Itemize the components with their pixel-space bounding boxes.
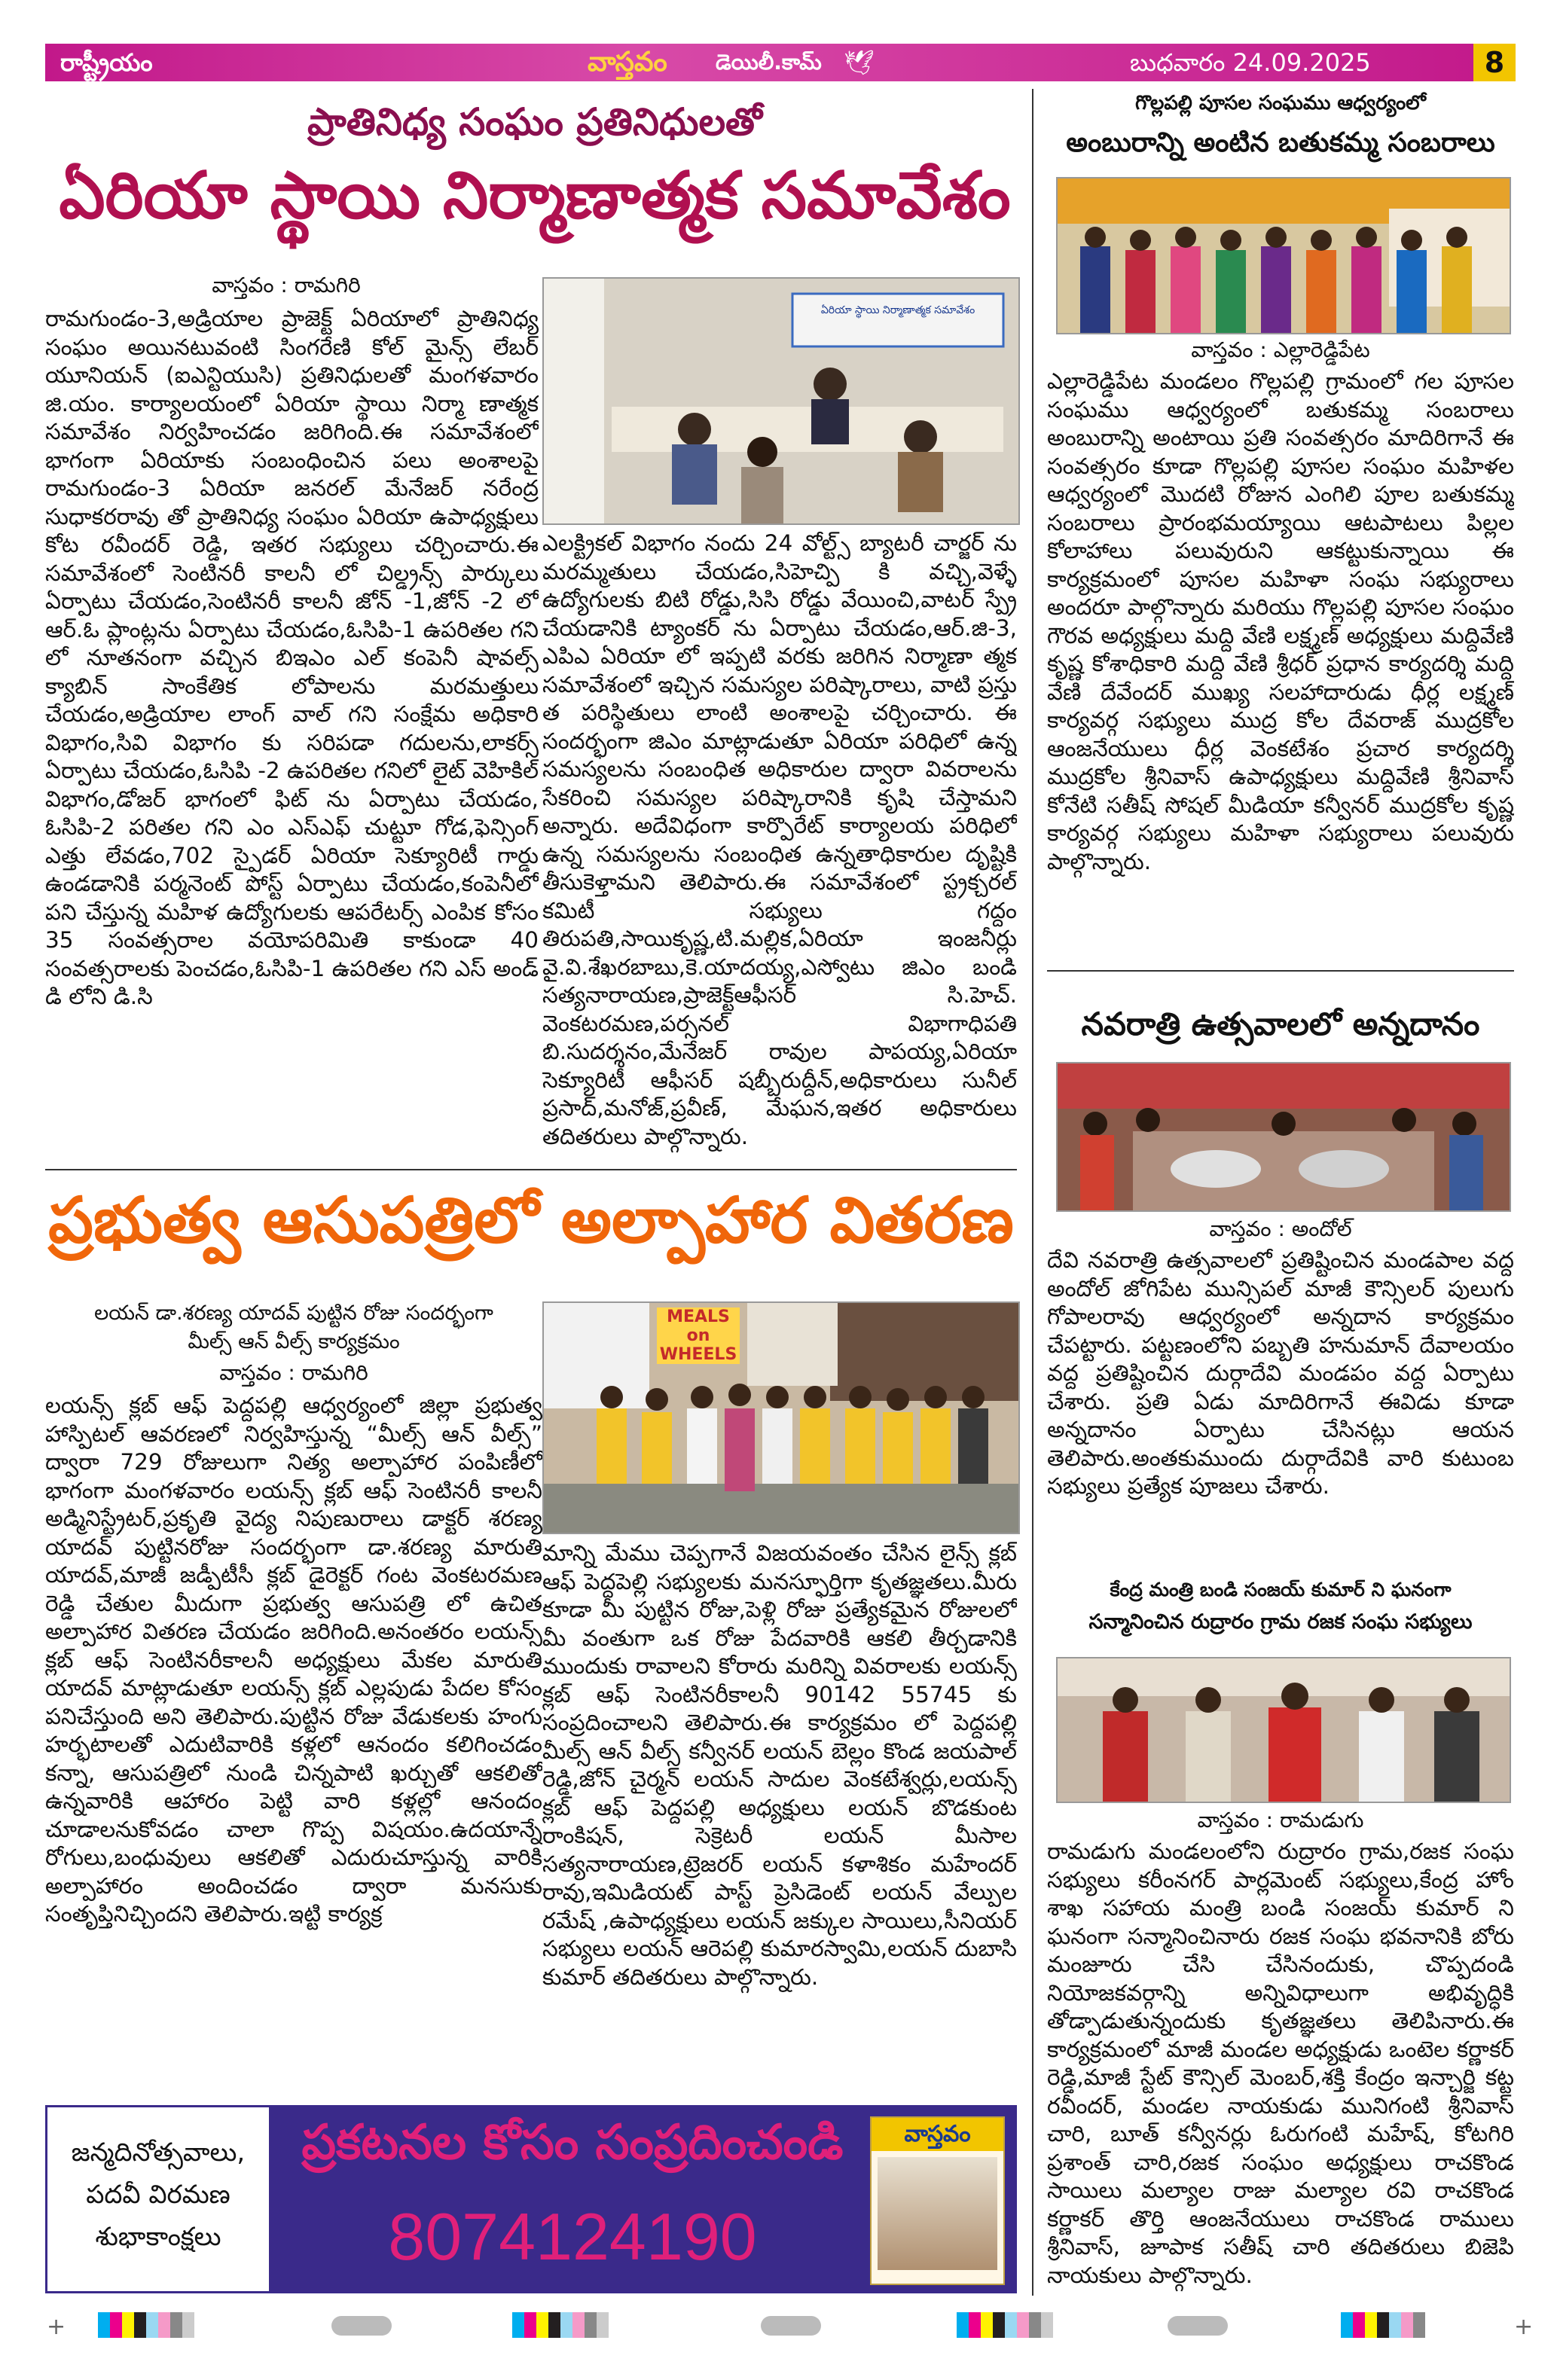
story2-column-2 <box>542 1539 1017 2097</box>
story1-photo <box>542 277 1020 525</box>
story3-dateline: వాస్తవం : ఎల్లారెడ్డిపేట <box>1191 337 1370 362</box>
registration-oval <box>1168 2316 1228 2336</box>
page-number: 8 <box>1473 44 1516 81</box>
registration-oval <box>761 2316 821 2336</box>
ad-left-line-1: జన్మదినోత్సవాలు, <box>71 2137 246 2168</box>
story1-col1-text: రామగుండం-3,అడ్రియాల ప్రాజెక్ట్ ఏరియాలో ప్రాతినిధ్య సంఘం అయినటువంటి సింగరేణి కోల్ మైన్స్ లేబర్ యూనియన్ (ఐఎన్టియుసి) ప్రతినిధులతో మంగళవారం జి.యం. కార్యాలయంలో ఏరియా స్థాయి నిర్మా ణాత్మక సమావేశం నిర్వహించడం జరిగింది.ఈ సమావేశంలో భాగంగా ఏరియాకు సంబంధించిన పలు అంశాలపై రామగుండం-3 ఏరియా జనరల్ మేనేజర్ నరేంద్ర సుధాకరరావు తో ప్రాతినిధ్య సంఘం ఏరియా ఉపాధ్యక్షులు కోట రవీందర్ రెడ్డి, ఇతర సభ్యులు చర్చించారు.ఈ సమావేశంలో సెంటినరీ కాలనీ లో చిల్డ్రన్స్ పార్కులు ఏర్పాటు చేయడం,సెంటినరీ కాలనీ జోన్ -1,జోన్ -2 లో ఆర్.ఓ ప్లాంట్లను ఏర్పాటు చేయడం,ఓసిపి-1 ఉపరితల గని లో నూతనంగా వచ్చిన బిఇఎం ఎల్ కంపెనీ షావల్స్ క్యాబిన్ సాంకేతిక లోపాలను మరమత్తులు చేయడం,అడ్రియాల లాంగ్ వాల్ గని సంక్షేమ అధికారి విభాగం,సివి విభాగం కు సరిపడా గదులను,లాకర్స్ ఏర్పాటు చేయడం,ఓసిపి -2 ఉపరితల గనిలో లైట్ వెహికిల్ విభాగం,డోజర్ భాగంలో ఫిట్ ను ఏర్పాటు చేయడం, ఓసిపి-2 పరితల గని ఎం ఎస్ఎఫ్ చుట్టూ గోడ,ఫెన్సింగ్ ఎత్తు లేవడం,702 స్పైడర్ ఏరియా సెక్యూరిటీ గార్డు ఉండడానికి పర్మనెంట్ పోస్ట్ ఏర్పాటు చేయడం,కంపెనీలో పని చేస్తున్న మహిళ ఉద్యోగులకు ఆపరేటర్స్ ఎంపిక కోసం 35 సంవత్సరాల వయోపరిమితి కాకుండా 40 సంవత్సరాలకు పెంచడం,ఓసిపి-1 ఉపరితల గని ఎస్ అండ్ డి లోని డి.సి <box>45 306 539 1009</box>
story1-column-1 <box>45 305 539 1164</box>
divider <box>45 1169 1017 1170</box>
masthead-site: డెయిలీ.కామ్ <box>716 50 822 75</box>
story2-col1-text: లయన్స్ క్లబ్ ఆఫ్ పెద్దపల్లి ఆధ్వర్యంలో జిల్లా ప్రభుత్వ హాస్పిటల్ ఆవరణలో నిర్వహిస్తున్న “మీల్స్ ఆన్ వీల్స్” ద్వారా 729 రోజులుగా నిత్య అల్పాహార పంపిణీలో భాగంగా మంగళవారం లయన్స్ క్లబ్ ఆఫ్ సెంటినరీ కాలనీ అడ్మినిస్ట్రేటర్,ప్రకృతి వైద్య నిపుణురాలు డాక్టర్ శరణ్య యాదవ్ పుట్టినరోజు సందర్భంగా డా.శరణ్య మారుతి యాదవ్,మాజీ జడ్పీటీసీ క్లబ్ డైరెక్టర్ గంట వెంకటరమణ రెడ్డి చేతుల మీదుగా ప్రభుత్వ ఆసుపత్రి లో ఉచిత అల్పాహార వితరణ చేయడం జరిగింది.అనంతరం లయన్స్ క్లబ్ ఆఫ్ సెంటినరీకాలనీ అధ్యక్షులు మేకల మారుతి యాదవ్ మాట్లాడుతూ లయన్స్ క్లబ్ ఎల్లపుడు పేదల కోసం పనిచేస్తుంది అని తెలిపారు.పుట్టిన రోజు వేడుకలకు హంగు హర్భటాలతో ఎదుటివారికి కళ్లలో ఆనందం కలిగించడం కన్నా, ఆసుపత్రిలో నుండి చిన్నపాటి ఖర్చుతో ఆకలితో ఉన్నవారికి ఆహారం పెట్టి వారి కళ్లల్లో ఆనందం చూడాలనుకోవడం చాలా గొప్ప విషయం.ఉదయాన్నే రోగులు,బంధువులు ఆకలితో ఎదురుచూస్తున్న వారికి అల్పాహారం అందించడం ద్వారా మనసుకు సంతృప్తినిచ్చిందని తెలిపారు.ఇట్టి కార్యక్ర <box>45 1393 542 1927</box>
story1-headline: ఏరియా స్థాయి నిర్మాణాత్మక సమావేశం <box>59 158 1011 233</box>
divider <box>1047 970 1514 972</box>
story3-photo <box>1056 177 1511 334</box>
story2-headline: ప్రభుత్వ ఆసుపత్రిలో అల్పాహార వితరణ <box>48 1183 1014 1257</box>
header-bar <box>45 44 1516 81</box>
group-photo-illustration <box>544 1303 1018 1533</box>
registration-oval <box>331 2316 392 2336</box>
masthead-logo: వాస్తవం <box>588 47 667 78</box>
advertisement <box>45 2105 1017 2293</box>
story1-kicker: ప్రాతినిధ్య సంఘం ప్రతినిధులతో <box>307 100 762 144</box>
story3-headline: అంబురాన్ని అంటిన బతుకమ్మ సంబరాలు <box>1066 127 1495 158</box>
ad-newspaper-thumbnail <box>870 2116 1005 2285</box>
story2-subhead-1: లయన్ డా.శరణ్య యాదవ్ పుట్టిన రోజు సందర్భంగా <box>94 1301 493 1325</box>
story1-dateline: వాస్తవం : రామగిరి <box>212 273 361 298</box>
issue-date: బుధవారం 24.09.2025 <box>1130 48 1371 77</box>
ad-logo: వాస్తవం <box>872 2118 1003 2151</box>
story5-body <box>1047 1838 1514 2299</box>
story5-kicker: కేంద్ర మంత్రి బండి సంజయ్ కుమార్ ని ఘనంగా <box>1110 1579 1452 1600</box>
section-name: రాష్ట్రీయం <box>60 48 153 77</box>
story4-headline: నవరాత్రి ఉత్సవాలలో అన్నదానం <box>1081 1005 1480 1042</box>
bathukamma-photo-illustration <box>1058 178 1510 333</box>
story1-column-2 <box>542 529 1017 1162</box>
story5-body-text: రామడుగు మండలంలోని రుద్రారం గ్రామ,రజక సంఘ సభ్యులు కరీంనగర్ పార్లమెంట్ సభ్యులు,కేంద్ర హోం శాఖ సహాయ మంత్రి బండి సంజయ్ కుమార్ ని ఘనంగా సన్మానించినారు రజక సంఘ భవనానికి బోరు మంజూరు చేసి చేసినందుకు, చొప్పదండి నియోజకవర్గాన్ని అన్నివిధాలుగా అభివృద్ధికి తోడ్పాడుతున్నందుకు కృతజ్ఞతలు తెలిపినారు.ఈ కార్యక్రమంలో మాజీ మండల అధ్యక్షుడు ఒంటెల కర్ణాకర్ రెడ్డి,మాజీ స్టేట్ కౌన్సిల్ మెంబర్,శక్తి కేంద్రం ఇన్చార్జి కట్ట రవీందర్, మండల నాయకుడు మునిగంటి శ్రీనివాస్ చారి, బూత్ కన్వీనర్లు ఓరుగంటి మహేష్, కోటగిరి ప్రశాంత్ చారి,రజక సంఘం అధ్యక్షులు రాచకొండ సాయిలు మల్యాల రాజు మల్యాల రవి రాచకొండ కర్ణాకర్ తొర్తి ఆంజనేయులు రాచకొండ రాములు శ్రీనివాస్, జూపాక సతీష్ చారి తదితరులు బిజెపి నాయకులు పాల్గొన్నారు. <box>1047 1838 1514 2288</box>
story4-dateline: వాస్తవం : అందోల్ <box>1209 1216 1352 1241</box>
story2-col2-text: మాన్ని మేము చెప్పగానే విజయవంతం చేసిన లైన్స్ క్లబ్ ఆఫ్ పెద్దపెల్లి సభ్యులకు మనస్ఫూర్తిగా కృతజ్ఞతలు.మీరు కూడా మీ పుట్టిన రోజు,పెళ్లి రోజు ప్రత్యేకమైన రోజులలో మీ వంతుగా ఒక రోజు పేదవారికి ఆకలి తీర్చడానికి ముందుకు రావాలని కోరారు మరిన్ని వివరాలకు లయన్స్ క్లబ్ ఆఫ్ సెంటినరీకాలనీ 90142 55745 కు సంప్రదించాలని తెలిపారు.ఈ కార్యక్రమం లో పెద్దపల్లి మీల్స్ ఆన్ వీల్స్ కన్వీనర్ లయన్ బెల్లం కొండ జయపాల్ రెడ్డి,జోన్ చైర్మన్ లయన్ సాదుల వెంకటేశ్వర్లు,లయన్స్ క్లబ్ ఆఫ్ పెద్దపల్లి అధ్యక్షులు లయన్ బొడకుంట రాంకిషన్, సెక్రెటరీ లయన్ మీసాల సత్యనారాయణ,ట్రెజరర్ లయన్ కళాశికం మహేందర్ రావు,ఇమిడియట్ పాస్ట్ ప్రెసిడెంట్ లయన్ వేల్పుల రమేష్ ,ఉపాధ్యక్షులు లయన్ జక్కుల సాయిలు,సీనియర్ సభ్యులు లయన్ ఆరెపల్లి కుమారస్వామి,లయన్ దుబాసి కుమార్ తదితరులు పాల్గొన్నారు. <box>542 1540 1017 1990</box>
color-bar-4 <box>1341 2312 1425 2338</box>
felicitation-photo-illustration <box>1058 1658 1510 1802</box>
story1-col2-text: ఎలక్ట్రికల్ విభాగం నందు 24 వోల్ట్స్ బ్యాటరీ చార్జర్ ను మరమ్మతులు చేయడం,సిహెచ్పి కి వచ్చి,వెళ్ళే ఉద్యోగులకు బిటి రోడ్డు,సిసి రోడ్డు వేయించి,వాటర్ స్ప్రే చేయడానికి ట్యాంకర్ ను ఏర్పాటు చేయడం,ఆర్.జి-3, ఎపిఎ ఏరియా లో ఇప్పటి వరకు జరిగిన నిర్మాణా త్మక సమావేశంలో ఇచ్చిన సమస్యల పరిష్కారాలు, వాటి ప్రస్తు త పరిస్థితులు లాంటి అంశాలపై చర్చించారు. ఈ సందర్భంగా జిఎం మాట్లాడుతూ ఏరియా పరిధిలో ఉన్న సమస్యలను సంబంధిత అధికారుల ద్వారా వివరాలను సేకరించి సమస్యల పరిష్కారానికి కృషి చేస్తామని అన్నారు. అదేవిధంగా కార్పొరేట్ కార్యాలయ పరిధిలో ఉన్న సమస్యలను సంబంధిత ఉన్నతాధికారుల దృష్టికి తీసుకెళ్తామని తెలిపారు.ఈ సమావేశంలో స్ట్రక్చరల్ కమిటీ సభ్యులు గద్దం తిరుపతి,సాయికృష్ణ,టి.మల్లిక,ఏరియా ఇంజనీర్లు వై.వి.శేఖరబాబు,కె.యాదయ్య,ఎస్వోటు జిఎం బండి సత్యనారాయణ,ప్రాజెక్ట్ఆఫీసర్ సి.హెచ్. వెంకటరమణ,పర్సనల్ విభాగాధిపతి బి.సుదర్శనం,మేనేజర్ రావుల పాపయ్య,ఏరియా సెక్యూరిటీ ఆఫీసర్ షబ్బీరుద్దీన్,అధికారులు సునీల్ ప్రసాద్,మనోజ్,ప్రవీణ్, మేఘన,ఇతర అధికారులు తదితరులు పాల్గొన్నారు. <box>542 530 1017 1149</box>
story2-column-1 <box>45 1392 542 2089</box>
ad-left-panel <box>45 2105 271 2293</box>
masthead <box>588 44 979 81</box>
registration-mark-left: + <box>47 2314 66 2340</box>
photo-banner-text: ఏరియా స్థాయి నిర్మాణాత్మక సమావేశం <box>820 304 975 316</box>
story2-dateline: వాస్తవం : రామగిరి <box>219 1360 368 1385</box>
story5-headline: సన్మానించిన రుద్రారం గ్రామ రజక సంఘ సభ్యులు <box>1088 1610 1473 1634</box>
ad-thumbnail-photo <box>878 2157 997 2270</box>
story4-photo <box>1056 1062 1511 1212</box>
story3-kicker: గొల్లపల్లి పూసల సంఘము ఆధ్వర్యంలో <box>1135 92 1426 114</box>
color-bar-3 <box>957 2312 1053 2338</box>
color-bar-2 <box>512 2312 609 2338</box>
ad-left-line-2: పదవీ విరమణ <box>86 2180 230 2210</box>
ad-left-line-3: శుభాకాంక్షలు <box>95 2222 221 2252</box>
color-bar-1 <box>98 2312 194 2338</box>
story2-photo <box>542 1301 1020 1534</box>
story3-body <box>1047 368 1514 963</box>
ad-headline: ప్రకటనల కోసం సంప్రదించండి <box>301 2115 844 2171</box>
story3-body-text: ఎల్లారెడ్డిపేట మండలం గొల్లపల్లి గ్రామంలో గల పూసల సంఘము ఆధ్వర్యంలో బతుకమ్మ సంబరాలు అంబురాన్ని అంటాయి ప్రతి సంవత్సరం మాదిరిగానే ఈ సంవత్సరం కూడా గొల్లపల్లి పూసల సంఘం మహిళల ఆధ్వర్యంలో మొదటి రోజున ఎంగిలి పూల బతుకమ్మ సంబరాలు ప్రారంభమయ్యాయి ఆటపాటలు పిల్లల కోలాహాలు పలువురుని ఆకట్టుకున్నాయి ఈ కార్యక్రమంలో పూసల మహిళా సంఘ సభ్యురాలు అందరూ పాల్గొన్నారు మరియు గొల్లపల్లి పూసల సంఘం గౌరవ అధ్యక్షులు మద్ది వేణి లక్ష్మణ్ అధ్యక్షులు మద్దివేణి కృష్ణ కోశాధికారి మద్ది వేణి శ్రీధర్ ప్రధాన కార్యదర్శి మద్ది వేణి దేవేందర్ ముఖ్య సలహాదారుడు ధీర్ల లక్ష్మణ్ కార్యవర్గ సభ్యులు ముద్ర కోల దేవరాజ్ ముద్రకోల ఆంజనేయులు ధీర్ల వెంకటేశం ప్రచార కార్యదర్శి ముద్రకోల శ్రీనివాస్ ఉపాధ్యక్షులు మద్దివేణి శ్రీనివాస్ కోనేటి సతీష్ సోషల్ మీడియా కన్వీనర్ ముద్రకోల కృష్ణ కార్యవర్గ సభ్యులు మహిళా సభ్యురాలు పలువురు పాల్గొన్నారు. <box>1047 368 1514 874</box>
story5-photo <box>1056 1657 1511 1803</box>
story2-subhead-2: మీల్స్ ఆన్ వీల్స్ కార్యక్రమం <box>188 1330 400 1353</box>
bird-icon: 🕊 <box>844 48 875 77</box>
column-divider <box>1032 89 1033 2296</box>
story4-body <box>1047 1246 1514 1570</box>
story4-body-text: దేవి నవరాత్రి ఉత్సవాలలో ప్రతిష్టించిన మండపాల వద్ద అందోల్ జోగిపేట మున్సిపల్ మాజీ కౌన్సిలర్ పులుగు గోపాలరావు ఆధ్వర్యంలో అన్నదాన కార్యక్రమం చేపట్టారు. పట్టణంలోని పబ్బతి హనుమాన్ దేవాలయం వద్ద ప్రతిష్టించిన దుర్గాదేవి మండపం వద్ద ఏర్పాటు చేశారు. ప్రతి ఏడు మాదిరిగానే ఈవిడు కూడా అన్నదానం ఏర్పాటు చేసినట్లు ఆయన తెలిపారు.అంతకుముందు దుర్గాదేవికి వారి కుటుంబ సభ్యులు ప్రత్యేక పూజలు చేశారు. <box>1047 1247 1514 1499</box>
story5-dateline: వాస్తవం : రామడుగు <box>1197 1808 1364 1832</box>
meals-on-wheels-sign: MEALS on WHEELS <box>657 1307 740 1364</box>
ad-phone: 8074124190 <box>388 2199 757 2274</box>
annadanam-photo-illustration <box>1058 1063 1510 1210</box>
registration-mark-right: + <box>1514 2314 1534 2340</box>
